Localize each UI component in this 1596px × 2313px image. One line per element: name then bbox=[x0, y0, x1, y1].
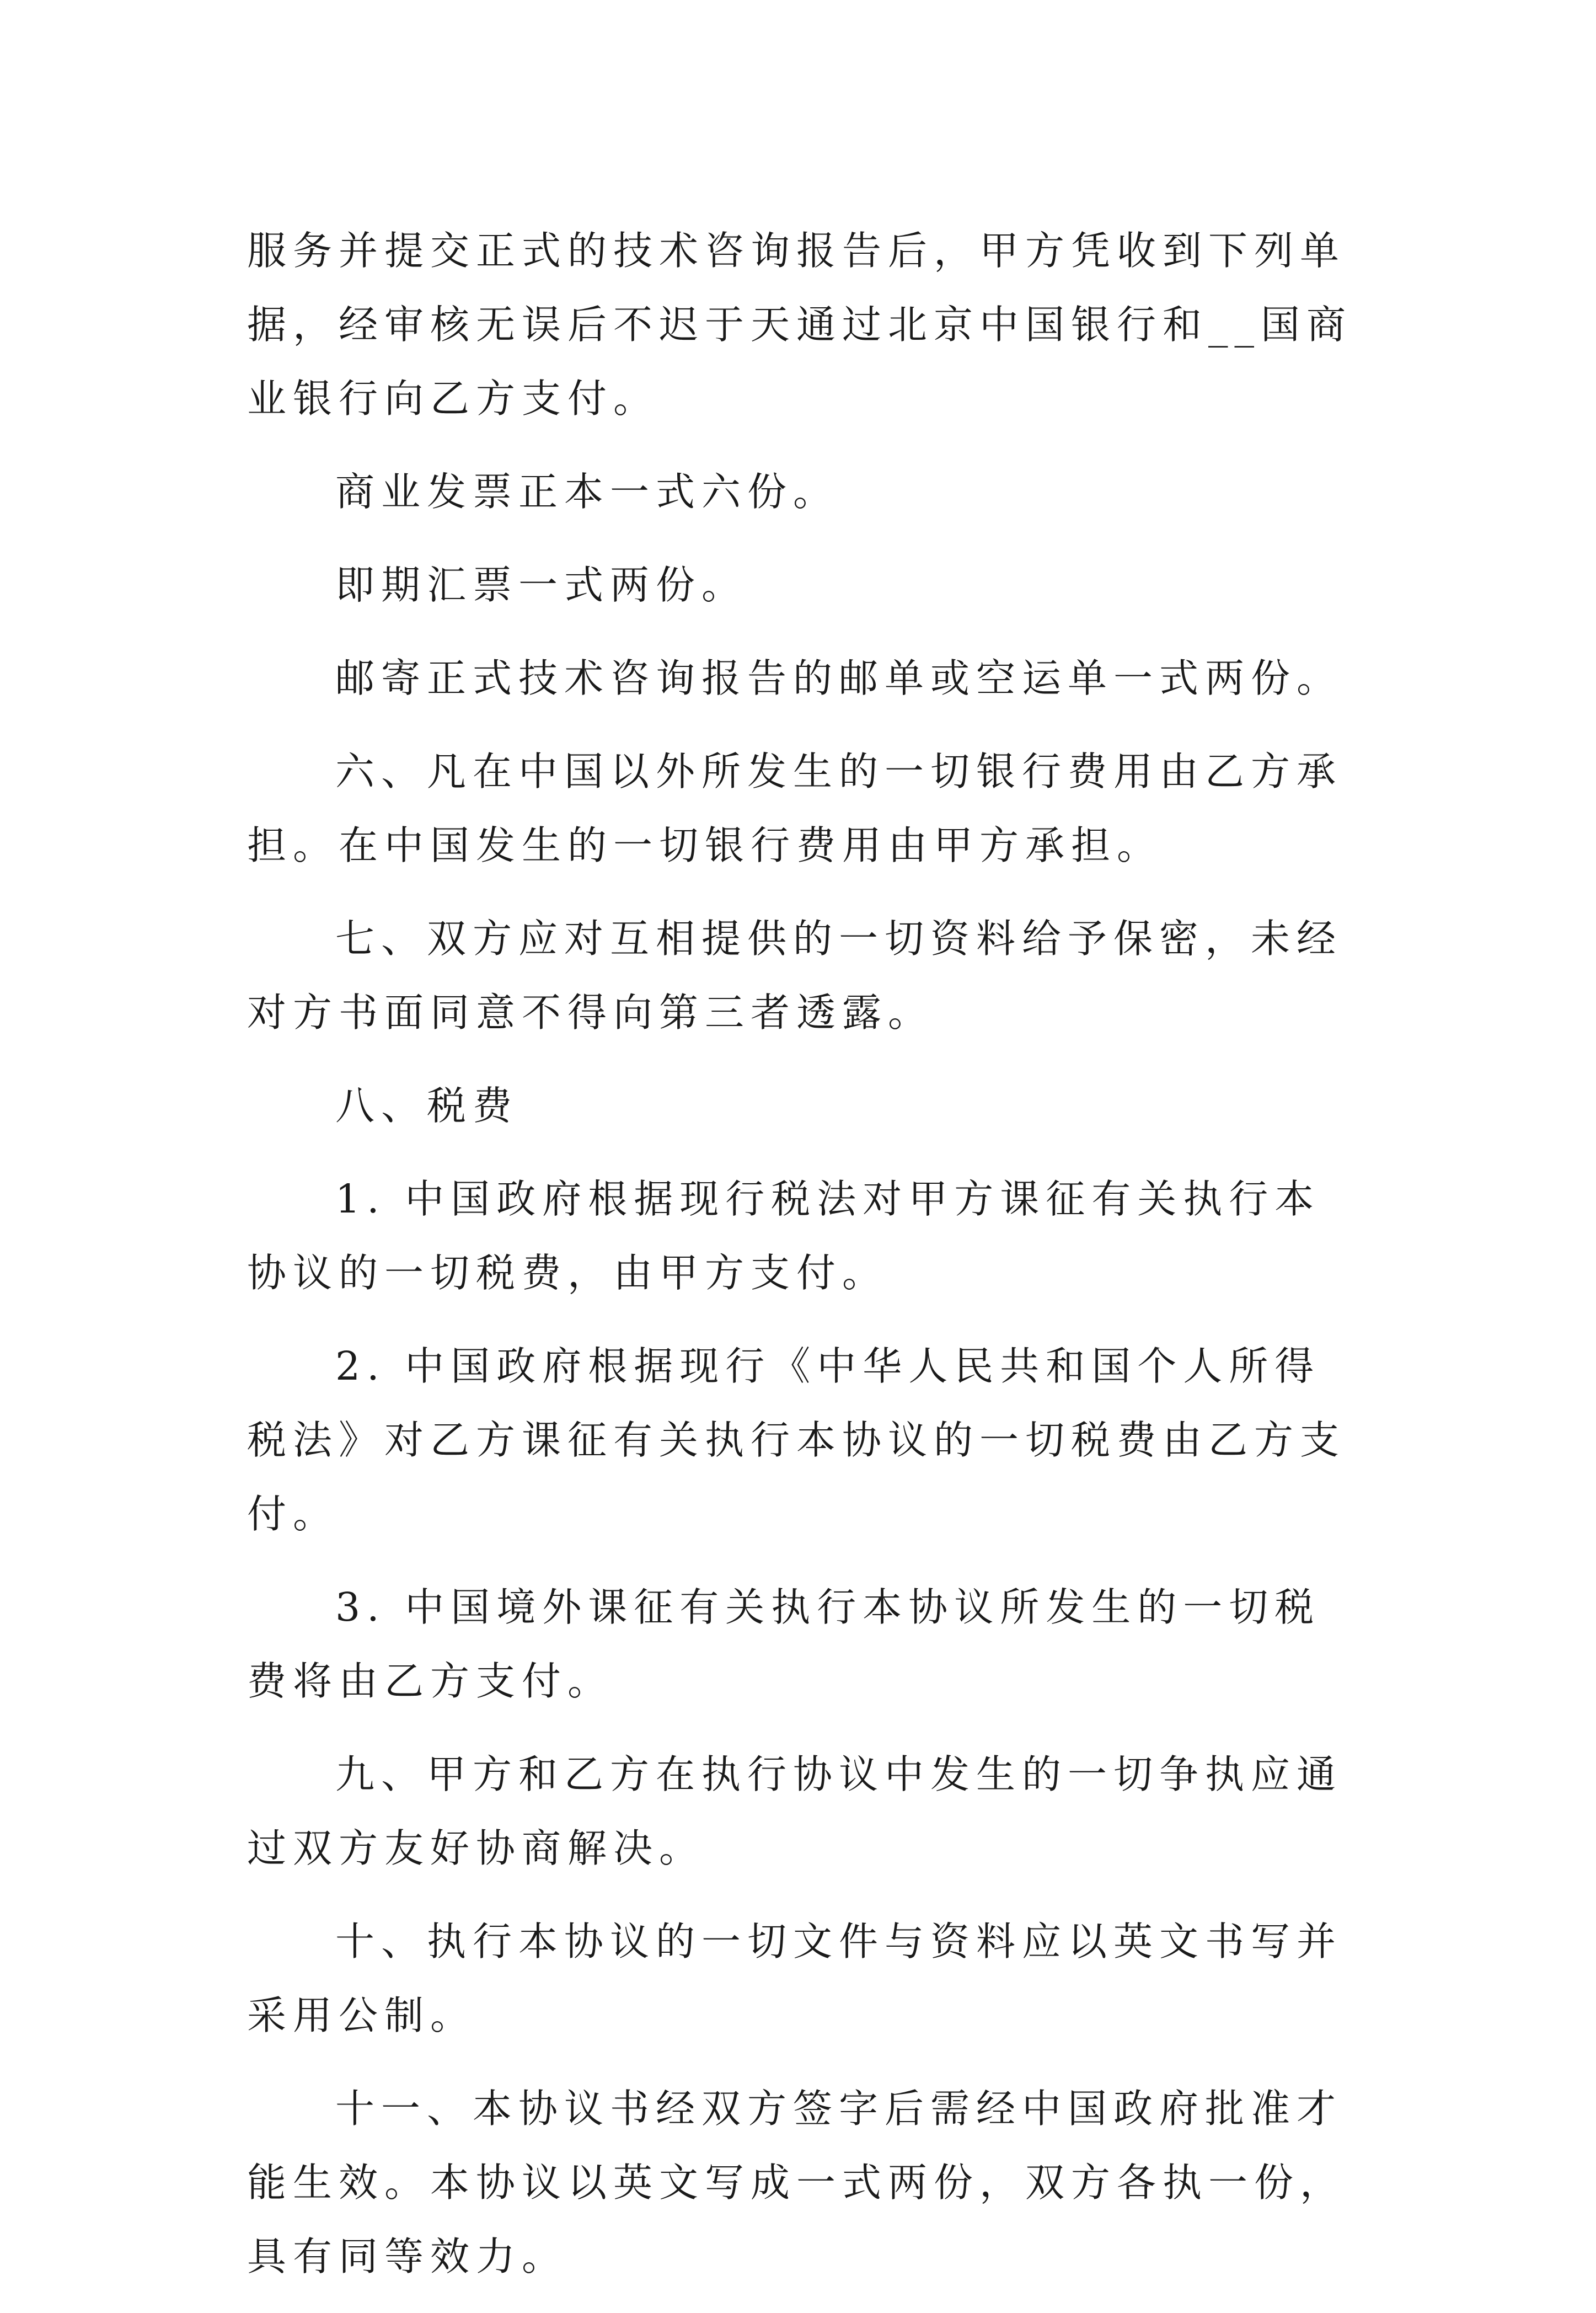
paragraph-tax-item-1: 1. 中国政府根据现行税法对甲方课征有关执行本协议的一切税费，由甲方支付。 bbox=[247, 1176, 1321, 1296]
paragraph-tax-item-2: 2. 中国政府根据现行《中华人民共和国个人所得税法》对乙方课征有关执行本协议的一切税费由乙方支付。 bbox=[247, 1343, 1346, 1537]
paragraph-clause-6-bank-fees: 六、凡在中国以外所发生的一切银行费用由乙方承担。在中国发生的一切银行费用由甲方承担。 bbox=[247, 749, 1343, 868]
paragraph-clause-8-taxes-heading: 八、税费 bbox=[335, 1083, 519, 1129]
document-body bbox=[247, 214, 1356, 2313]
paragraph-commercial-invoice: 商业发票正本一式六份。 bbox=[335, 469, 839, 515]
paragraph-clause-7-confidentiality: 七、双方应对互相提供的一切资料给予保密，未经对方书面同意不得向第三者透露。 bbox=[247, 916, 1343, 1035]
paragraph-clause-11-effectiveness: 十一、本协议书经双方签字后需经中国政府批准才能生效。本协议以英文写成一式两份，双方各执一份，具有同等效力。 bbox=[247, 2086, 1346, 2279]
paragraph-tax-item-3: 3. 中国境外课征有关执行本协议所发生的一切税费将由乙方支付。 bbox=[247, 1584, 1321, 1704]
paragraph-clause-9-disputes: 九、甲方和乙方在执行协议中发生的一切争执应通过双方友好协商解决。 bbox=[247, 1751, 1343, 1871]
paragraph-clause-10-language: 十、执行本协议的一切文件与资料应以英文书写并采用公制。 bbox=[247, 1919, 1343, 2038]
paragraph-mailing-receipt: 邮寄正式技术咨询报告的邮单或空运单一式两份。 bbox=[335, 655, 1343, 701]
paragraph-payment-terms: 服务并提交正式的技术咨询报告后，甲方凭收到下列单据，经审核无误后不迟于天通过北京中国银行和__国商业银行向乙方支付。 bbox=[247, 228, 1353, 421]
paragraph-sight-draft: 即期汇票一式两份。 bbox=[335, 562, 748, 608]
